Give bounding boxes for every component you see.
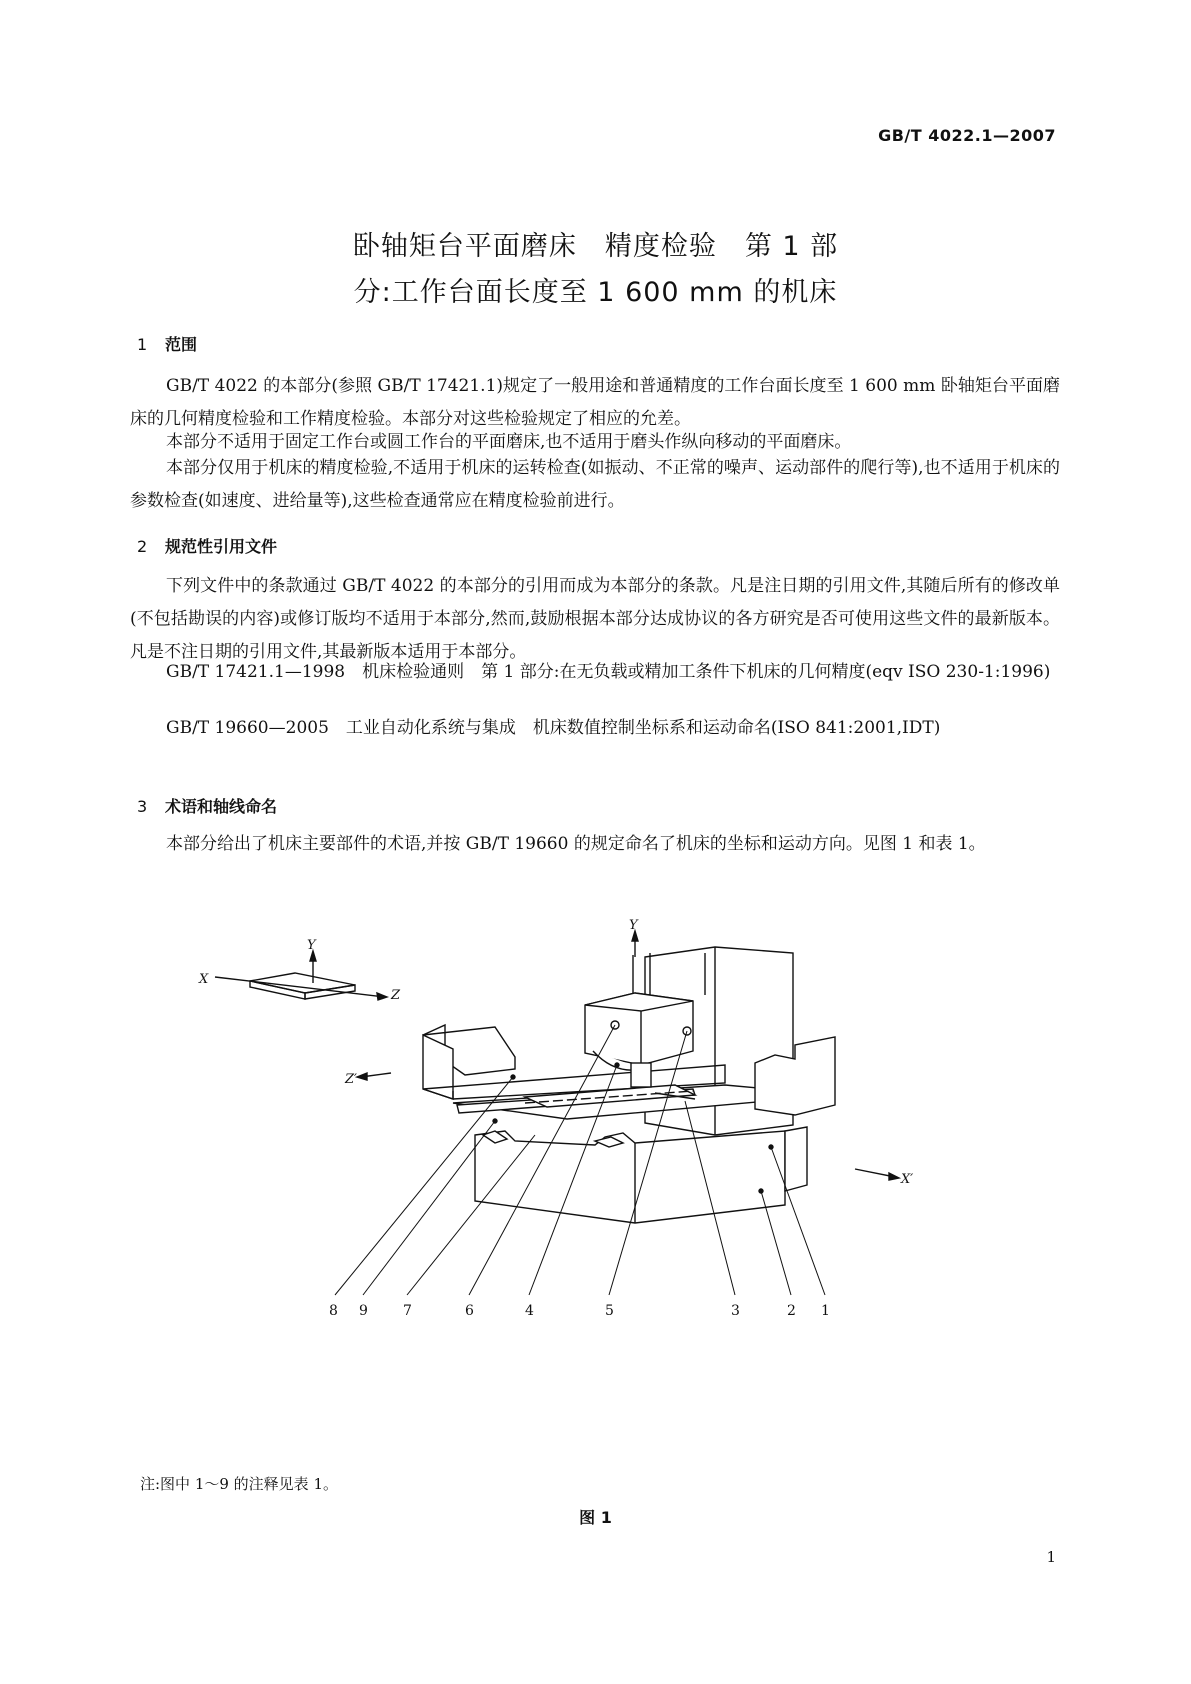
section-3-paragraph-1: 本部分给出了机床主要部件的术语,并按 GB/T 19660 的规定命名了机床的坐标和运动方向。见图 1 和表 1。 — [166, 834, 986, 854]
callout-9: 9 — [359, 1303, 368, 1319]
title-line-1: 卧轴矩台平面磨床 精度检验 第 1 部 — [352, 231, 839, 262]
section-2-paragraph-1: 下列文件中的条款通过 GB/T 4022 的本部分的引用而成为本部分的条款。凡是注日期的引用文件,其随后所有的修改单(不包括勘误的内容)或修订版均不适用于本部分,然而,鼓励根据本部分达成协议的各方研究是否可使用这些文件的最新版本。凡是不注日期的引用文件,其最新版本适用于本部分。 — [130, 576, 1060, 662]
callout-1: 1 — [821, 1303, 830, 1319]
standard-code: GB/T 4022.1—2007 — [878, 126, 1056, 145]
callout-6: 6 — [465, 1303, 474, 1319]
axis-label-x: X — [199, 972, 209, 987]
axis-label-x-prime: X′ — [901, 1172, 914, 1187]
figure-1-grinder-drawing — [195, 918, 995, 1435]
figure-caption: 图 1 — [579, 1508, 612, 1527]
axis-label-y-main: Y — [629, 918, 638, 933]
title-line-2: 分:工作台面长度至 1 600 mm 的机床 — [353, 277, 838, 308]
section-1-title: 范围 — [165, 335, 198, 354]
axis-label-z-prime: Z′ — [345, 1072, 357, 1087]
section-3-title: 术语和轴线命名 — [165, 797, 278, 816]
reference-gbt-17421: GB/T 17421.1—1998 机床检验通则 第 1 部分:在无负载或精加工条件下机床的几何精度(eqv ISO 230-1:1996) — [166, 662, 1051, 682]
callout-numbers — [329, 1303, 830, 1319]
section-2-number: 2 — [137, 537, 148, 556]
axis-label-y: Y — [307, 938, 316, 953]
page-number: 1 — [1046, 1548, 1056, 1566]
document-title — [0, 224, 1191, 316]
section-1-paragraph-2: 本部分不适用于固定工作台或圆工作台的平面磨床,也不适用于磨头作纵向移动的平面磨床。 — [166, 432, 852, 452]
axis-diagram — [198, 938, 401, 1003]
callout-8: 8 — [329, 1303, 338, 1319]
section-1-heading — [137, 332, 197, 355]
callout-2: 2 — [787, 1303, 796, 1319]
axis-label-z: Z — [391, 988, 401, 1003]
reference-gbt-19660: GB/T 19660—2005 工业自动化系统与集成 机床数值控制坐标系和运动命名(ISO 841:2001,IDT) — [166, 718, 941, 738]
section-3-number: 3 — [137, 797, 148, 816]
section-1-paragraph-3: 本部分仅用于机床的精度检验,不适用于机床的运转检查(如振动、不正常的噪声、运动部件的爬行等),也不适用于机床的参数检查(如速度、进给量等),这些检查通常应在精度检验前进行。 — [130, 458, 1060, 511]
callout-7: 7 — [403, 1303, 412, 1319]
section-2-heading — [137, 534, 277, 557]
section-1-number: 1 — [137, 335, 148, 354]
callout-4: 4 — [525, 1303, 534, 1319]
callout-3: 3 — [731, 1303, 740, 1319]
figure-note: 注:图中 1～9 的注释见表 1。 — [140, 1475, 338, 1493]
section-1-paragraph-1: GB/T 4022 的本部分(参照 GB/T 17421.1)规定了一般用途和普通精度的工作台面长度至 1 600 mm 卧轴矩台平面磨床的几何精度检验和工作精度检验。本部分对这些检验规定了相应的允差。 — [130, 376, 1060, 429]
section-3-heading — [137, 794, 277, 817]
section-2-title: 规范性引用文件 — [165, 537, 278, 556]
callout-5: 5 — [605, 1303, 614, 1319]
